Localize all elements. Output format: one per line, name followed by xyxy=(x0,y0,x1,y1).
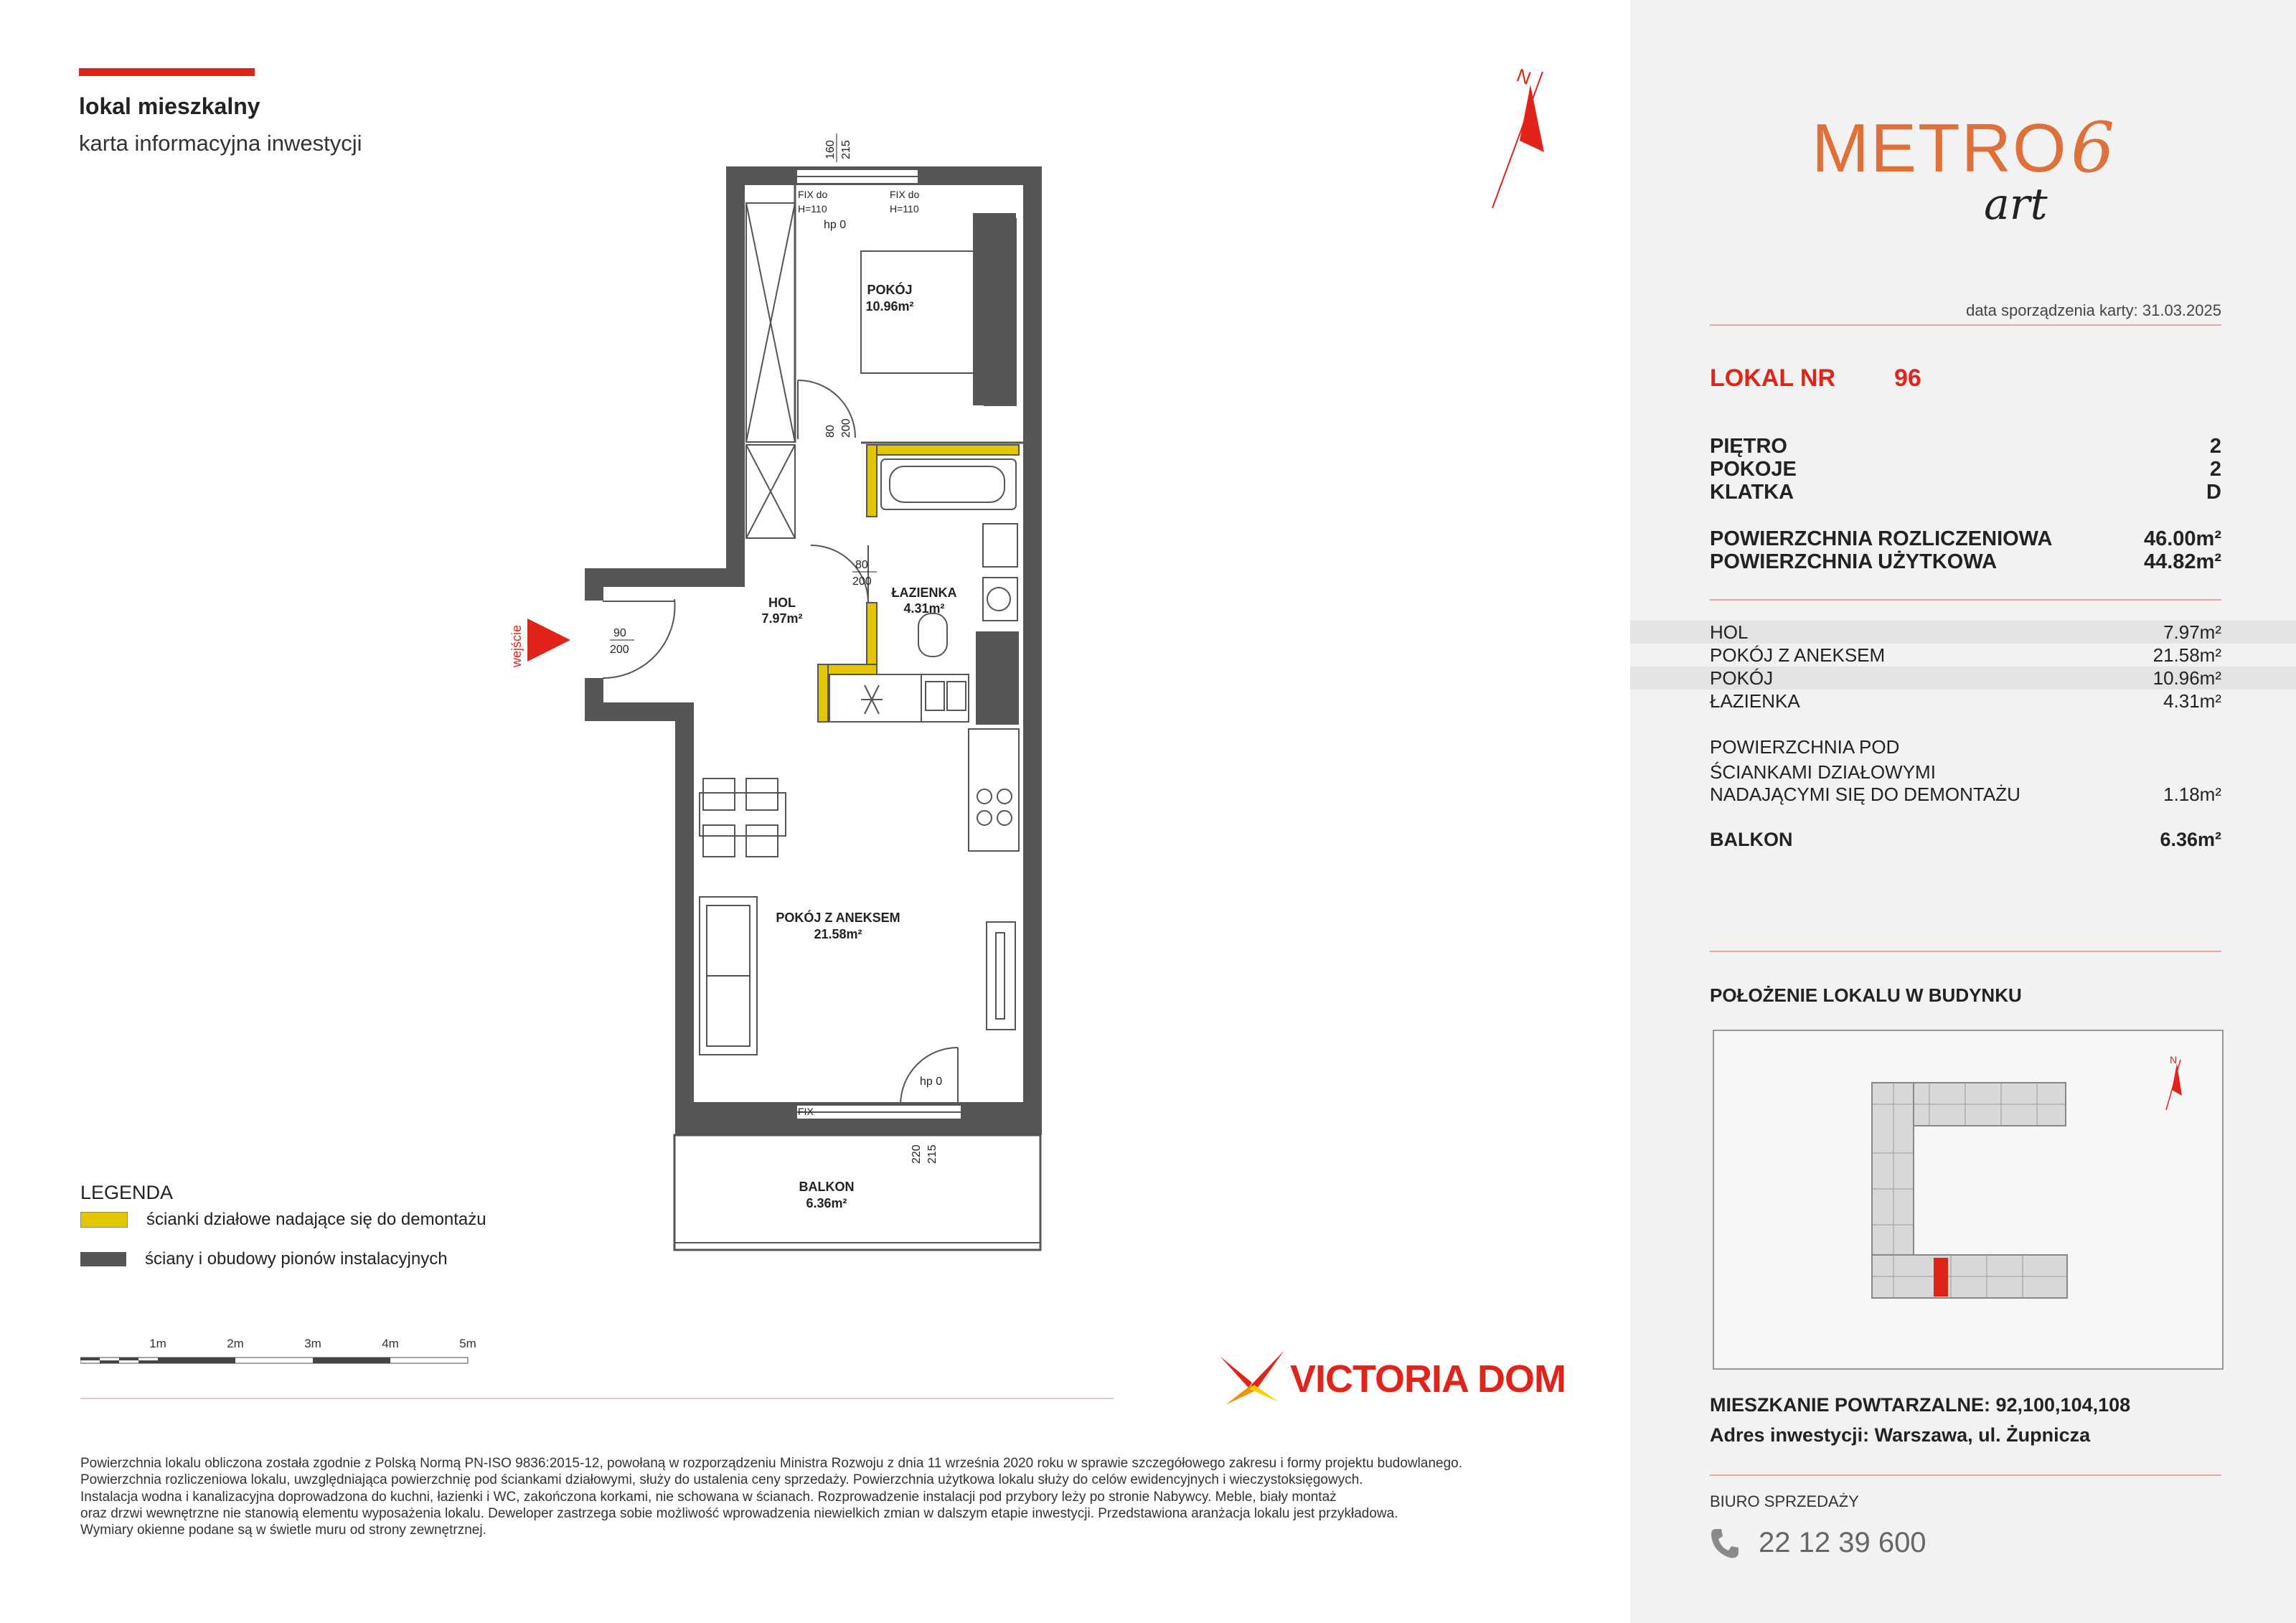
divider xyxy=(1710,324,2221,326)
room-area-hol: 7.97m² xyxy=(761,611,803,626)
room-label: POKÓJ xyxy=(1710,667,1774,689)
footnote-line: oraz drzwi wewnętrzne nie stanowią elementu wyposażenia lokalu. Deweloper zastrzega sobie możliwość wprowadzenia niewielkich zmian w dalszym etapie inwestycji. Przedstawiona aranżacja lokalu jest przykładowa. xyxy=(80,1505,1398,1521)
dim-door-room: 80 xyxy=(824,425,837,438)
room-label-pokoj-z-aneksem: POKÓJ Z ANEKSEM xyxy=(776,911,900,925)
summary-label: POKOJE xyxy=(1710,458,1797,481)
legend-swatch-yellow xyxy=(80,1212,128,1228)
bathroom-fixtures xyxy=(881,459,1017,657)
room-label: ŁAZIENKA xyxy=(1710,690,1800,712)
divider xyxy=(1710,1474,2221,1476)
room-area-lazienka: 4.31m² xyxy=(903,601,945,616)
minimap-north-label: N xyxy=(2170,1054,2178,1065)
summary-value: D xyxy=(2206,481,2221,504)
legend-swatch-dark xyxy=(80,1252,126,1266)
scale-label-2m: 2m xyxy=(227,1337,244,1350)
developer-logo xyxy=(1220,1350,1566,1408)
room-value: 10.96m² xyxy=(2152,667,2221,689)
dim-door-entry-h: 200 xyxy=(610,644,629,656)
hp0-bottom: hp 0 xyxy=(920,1076,943,1088)
north-arrow-icon xyxy=(2166,1054,2182,1110)
exterior-walls xyxy=(585,166,1042,1135)
legend-item-partition xyxy=(80,1209,486,1231)
partition-line: POWIERZCHNIA POD xyxy=(1710,736,1900,758)
partition-value: 1.18m² xyxy=(2163,784,2221,805)
legend-label-partition: ścianki działowe nadające się do demontażu xyxy=(146,1210,486,1229)
scale-label-1m: 1m xyxy=(149,1337,166,1350)
area-row-uzytkowa xyxy=(1710,550,2221,574)
balkon-label: BALKON xyxy=(1710,829,1793,850)
phone-icon xyxy=(1710,1528,1739,1559)
footnote-line: Powierzchnia lokalu obliczona została zgodnie z Polską Normą PN-ISO 9836:2015-12, powołaną w rozporządzeniu Ministra Rozwoju z dnia 11 września 2020 roku w sprawie szczegółowego zakresu i formy projektu budowlanego. xyxy=(80,1456,1462,1471)
area-value: 44.82m² xyxy=(2143,550,2221,573)
document-subtitle: karta informacyjna inwestycji xyxy=(79,131,362,156)
logo-number: 6 xyxy=(2071,108,2115,188)
room-label: POKÓJ Z ANEKSEM xyxy=(1710,644,1886,666)
tv-cabinet xyxy=(987,922,1015,1030)
scale-bar xyxy=(80,1335,482,1370)
phone-row[interactable] xyxy=(1710,1527,1926,1559)
room-label-balkon: BALKON xyxy=(799,1180,855,1194)
logo-art: art xyxy=(1984,179,2048,230)
investment-address: Adres inwestycji: Warszawa, ul. Żupnicza xyxy=(1710,1424,2091,1446)
divider xyxy=(1710,599,2221,601)
document-title: lokal mieszkalny xyxy=(79,93,260,119)
developer-name: VICTORIA DOM xyxy=(1290,1358,1566,1401)
dim-door-bath-h: 200 xyxy=(852,575,872,588)
legend-title: LEGENDA xyxy=(80,1182,174,1203)
room-value: 4.31m² xyxy=(2163,690,2221,712)
legend-item-walls xyxy=(80,1248,448,1270)
scale-label-4m: 4m xyxy=(382,1337,399,1350)
hp0-top: hp 0 xyxy=(824,219,847,231)
dim-balc-b: 215 xyxy=(926,1144,938,1164)
room-value: 7.97m² xyxy=(2163,621,2221,643)
dim-balc-a: 220 xyxy=(911,1144,923,1164)
accent-bar xyxy=(79,68,255,76)
partition-area xyxy=(1710,736,2221,784)
h110-label-b: H=110 xyxy=(890,203,919,215)
summary-row-klatka xyxy=(1710,481,2221,504)
room-row-hol xyxy=(1710,621,2221,644)
room-label-pokoj: POKÓJ xyxy=(867,283,913,297)
sofa xyxy=(700,897,757,1055)
fix-label-a: FIX do xyxy=(798,189,828,200)
room-label-lazienka: ŁAZIENKA xyxy=(891,585,957,600)
summary-label: PIĘTRO xyxy=(1710,435,1787,458)
victoria-star-icon xyxy=(1220,1350,1284,1408)
balkon-value: 6.36m² xyxy=(2160,829,2221,850)
dim-door-bath: 80 xyxy=(855,559,868,571)
room-area-pokoj-z-aneksem: 21.58m² xyxy=(814,927,862,941)
summary-value: 2 xyxy=(2209,458,2221,481)
north-label: N xyxy=(1513,64,1534,90)
balcony-outline xyxy=(674,1135,1040,1250)
scale-label-5m: 5m xyxy=(459,1337,476,1350)
partition-row xyxy=(1710,784,2221,806)
logo-metro: METRO xyxy=(1812,110,2068,187)
dining-table xyxy=(700,778,786,857)
info-panel xyxy=(1630,0,2296,1623)
card-date: data sporządzenia karty: 31.03.2025 xyxy=(1966,301,2221,319)
summary-value: 2 xyxy=(2209,435,2221,458)
footnote-line: Powierzchnia rozliczeniowa lokalu, uwzględniająca powierzchnię pod ściankami działowymi, służy do ustalenia ceny sprzedaży. Powierzchnia użytkowa lokalu służy do celów ewidencyjnych i wieczystoksięgowych. xyxy=(80,1472,1363,1488)
north-arrow-icon xyxy=(1492,64,1544,208)
sales-office-label: BIURO SPRZEDAŻY xyxy=(1710,1492,1859,1510)
area-label: POWIERZCHNIA UŻYTKOWA xyxy=(1710,550,1998,573)
dim-top-a: 160 xyxy=(824,140,837,159)
partition-line: ŚCIANKAMI DZIAŁOWYMI xyxy=(1710,761,1936,783)
area-value: 46.00m² xyxy=(2143,527,2221,550)
dim-top-b: 215 xyxy=(840,140,852,159)
lokal-number: 96 xyxy=(1894,364,1921,392)
summary-row-pietro xyxy=(1710,435,2221,458)
room-label: HOL xyxy=(1710,621,1749,643)
scale-label-3m: 3m xyxy=(304,1337,321,1350)
repeat-apartments: MIESZKANIE POWTARZALNE: 92,100,104,108 xyxy=(1710,1394,2131,1416)
entrance-label: wejście xyxy=(509,624,524,667)
dim-door-entry: 90 xyxy=(613,627,626,639)
footer-divider xyxy=(80,1398,1114,1399)
room-row-lazienka xyxy=(1710,690,2221,712)
dim-door-room-h: 200 xyxy=(840,418,852,438)
lokal-label: LOKAL NR xyxy=(1710,364,1836,392)
h110-label-a: H=110 xyxy=(798,203,827,215)
fix-label-bottom: FIX xyxy=(798,1106,814,1117)
area-row-rozliczeniowa xyxy=(1710,527,2221,551)
room-area-balkon: 6.36m² xyxy=(806,1196,847,1210)
apartment-highlight xyxy=(1934,1258,1948,1297)
building-minimap xyxy=(1713,1030,2224,1370)
position-title: POŁOŻENIE LOKALU W BUDYNKU xyxy=(1710,984,2022,1006)
summary-row-pokoje xyxy=(1710,458,2221,481)
divider xyxy=(1710,951,2221,952)
metro-art-logo xyxy=(1812,108,2115,230)
room-value: 21.58m² xyxy=(2152,644,2221,666)
summary-label: KLATKA xyxy=(1710,481,1794,504)
area-label: POWIERZCHNIA ROZLICZENIOWA xyxy=(1710,527,2053,550)
room-label-hol: HOL xyxy=(768,596,796,610)
room-area-pokoj: 10.96m² xyxy=(865,299,914,314)
room-row-pokoj-z-aneksem xyxy=(1710,644,2221,667)
phone-number[interactable]: 22 12 39 600 xyxy=(1759,1527,1926,1558)
floor-plan xyxy=(502,57,1593,1292)
footnote xyxy=(80,1455,1544,1538)
balkon-row xyxy=(1710,829,2221,851)
fix-label-b: FIX do xyxy=(890,189,920,200)
legend-label-walls: ściany i obudowy pionów instalacyjnych xyxy=(145,1249,448,1269)
footnote-line: Wymiary okienne podane są w świetle muru od strony zewnętrznej. xyxy=(80,1523,486,1538)
doors xyxy=(603,380,958,1105)
room-row-pokoj xyxy=(1710,667,2221,690)
entrance-arrow-icon xyxy=(509,618,570,668)
partition-line: NADAJĄCYMI SIĘ DO DEMONTAŻU xyxy=(1710,784,2020,805)
wardrobe xyxy=(746,203,795,538)
footnote-line: Instalacja wodna i kanalizacyjna doprowadzona do kuchni, łazienki i WC, zakończona korkami, nie schowana w ścianach. Rozprowadzenie instalacji pod przybory leży po stronie Nabywcy. Meble, biały montaż xyxy=(80,1489,1337,1505)
